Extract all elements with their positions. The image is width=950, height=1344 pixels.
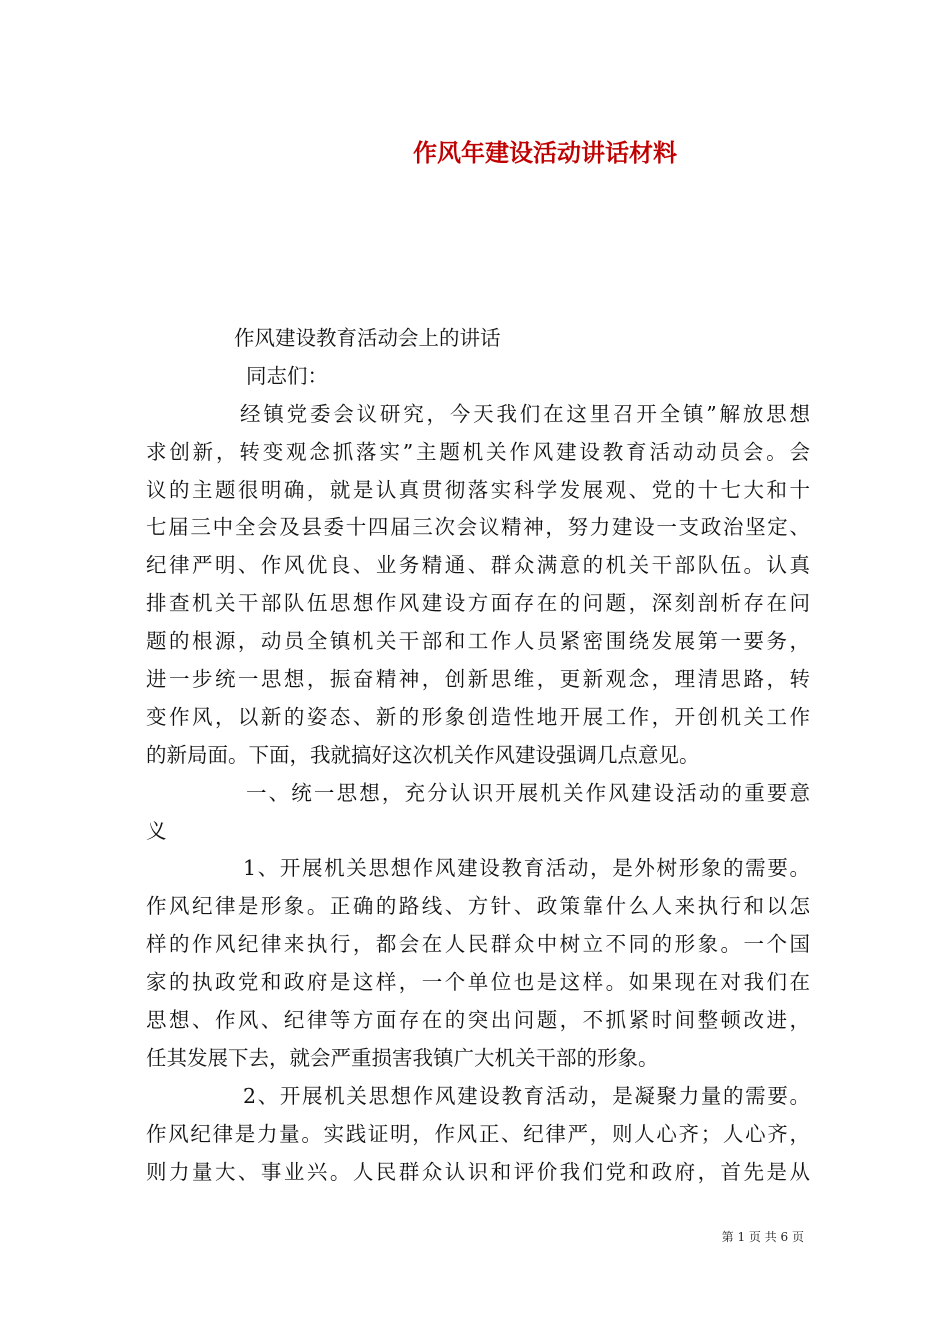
paragraph-line: 经镇党委会议研究，今天我们在这里召开全镇”解放思想 [240, 401, 810, 426]
paragraph-line: 思想、作风、纪律等方面存在的突出问题，不抓紧时间整顿改进， [146, 1008, 810, 1033]
section-heading: 一、统一思想，充分认识开展机关作风建设活动的重要意 [246, 780, 810, 805]
paragraph-line: 议的主题很明确，就是认真贯彻落实科学发展观、党的十七大和十 [146, 477, 810, 502]
paragraph-line: 家的执政党和政府是这样，一个单位也是这样。如果现在对我们在 [146, 970, 810, 995]
speech-heading: 作风建设教育活动会上的讲话 [234, 326, 501, 350]
document-body [146, 320, 810, 1191]
paragraph-line: 纪律严明、作风优良、业务精通、群众满意的机关干部队伍。认真 [146, 553, 810, 578]
paragraph-line: 2、开展机关思想作风建设教育活动，是凝聚力量的需要。 [243, 1083, 810, 1108]
paragraph-line: 题的根源，动员全镇机关干部和工作人员紧密围绕发展第一要务， [146, 629, 810, 654]
paragraph-line: 的新局面。下面，我就搞好这次机关作风建设强调几点意见。 [146, 742, 700, 767]
page-number: 第 1 页 共 6 页 [721, 1230, 804, 1244]
paragraph-line: 作风纪律是形象。正确的路线、方针、政策靠什么人来执行和以怎 [146, 894, 810, 919]
paragraph-line: 变作风，以新的姿态、新的形象创造性地开展工作，开创机关工作 [146, 704, 810, 729]
paragraph-line: 1、开展机关思想作风建设教育活动，是外树形象的需要。 [243, 856, 810, 881]
paragraph-line: 排查机关干部队伍思想作风建设方面存在的问题，深刻剖析存在问 [146, 591, 810, 616]
document-title: 作风年建设活动讲话材料 [413, 138, 677, 167]
paragraph-line: 则力量大、事业兴。人民群众认识和评价我们党和政府，首先是从 [146, 1159, 810, 1184]
section-heading: 义 [146, 818, 167, 843]
paragraph-line: 任其发展下去，就会严重损害我镇广大机关干部的形象。 [146, 1045, 659, 1070]
greeting: 同志们： [246, 363, 328, 388]
paragraph-line: 七届三中全会及县委十四届三次会议精神，努力建设一支政治坚定、 [146, 515, 810, 540]
paragraph-line: 样的作风纪律来执行，都会在人民群众中树立不同的形象。一个国 [146, 932, 810, 957]
paragraph-line: 进一步统一思想，振奋精神，创新思维，更新观念，理清思路，转 [146, 667, 810, 692]
paragraph-line: 作风纪律是力量。实践证明，作风正、纪律严，则人心齐；人心齐， [146, 1121, 810, 1146]
paragraph-line: 求创新，转变观念抓落实”主题机关作风建设教育活动动员会。会 [146, 439, 810, 464]
